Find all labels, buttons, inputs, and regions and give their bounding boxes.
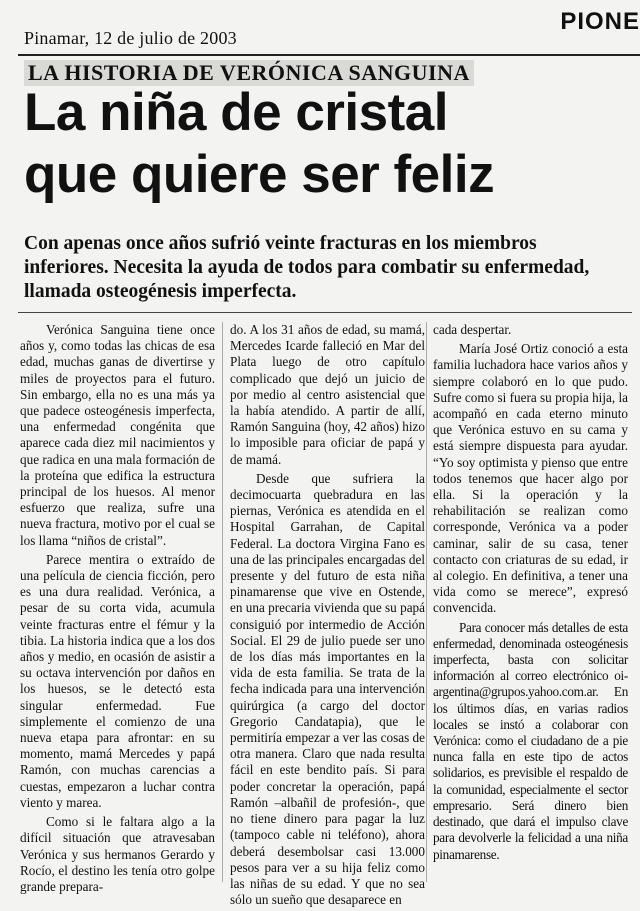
article-column-2 <box>230 322 425 911</box>
section-rule <box>18 312 632 313</box>
dateline: Pinamar, 12 de julio de 2003 <box>24 28 237 48</box>
deck: Con apenas once años sufrió veinte fracturas en los miembros inferiores. Necesita la ayuda de todos para combatir su enfermedad, llamada osteogénesis imperfecta. <box>24 233 590 302</box>
paragraph: do. A los 31 años de edad, su mamá, Mercedes Icarde falleció en Mar del Plata luego de otro capítulo complicado que dejó un juicio de por medio al centro asistencial que la había atendido. A partir de allí, Ramón Sanguina (hoy, 42 años) hizo lo imposible para oficiar de papá y de mamá. <box>230 322 425 467</box>
headline-line-1: La niña de cristal <box>24 83 448 142</box>
kicker: LA HISTORIA DE VERÓNICA SANGUINA <box>24 60 474 86</box>
paragraph: cada despertar. <box>433 322 512 337</box>
column-divider <box>222 322 223 882</box>
paragraph: Parece mentira o extraído de una película de ciencia ficción, pero es una dura realidad. Verónica, a pesar de su corta vida, acumula veinte fracturas entre el fémur y la tibia. La historia indica que a los dos años y medio, en ocasión de asistir a su octava intervención por daños en los huesos, se le detectó esta singular enfermedad. Fue simplemente el comienzo de una nueva etapa para afrontar: en su momento, mamá Mercedes y papá Ramón, con muchas carencias a cuestas, empezaron a luchar contra viento y marea. <box>20 551 215 810</box>
headline-line-2: que quiere ser feliz <box>24 145 495 204</box>
paragraph: Como si le faltara algo a la difícil situación que atravesaban Verónica y sus hermanos Gerardo y Rocío, el destino les tenía otro golpe grande prepara- <box>20 814 215 894</box>
paragraph: Desde que sufriera la decimocuarta quebradura en las piernas, Verónica es atendida en el Hospital Garrahan, de Capital Federal. La doctora Virgina Fano es una de las principales encargadas del presente y del futuro de esta niña pinamarense que vive en Ostende, en una precaria vivienda que su papá consiguió por intermedio de Acción Social. El 29 de julio puede ser uno de los días más importantes en la vida de esta familia. Se trata de la fecha indicada para una intervención quirúrgica (a cargo del doctor Gregorio Candatapia), que le permitiría empezar a ver las cosas de otra manera. Claro que nada resulta fácil en este bendito país. Si para poder concretar la operación, papá Ramón –albañil de profesión-, que no tiene dinero para pagar la luz (tampoco cable ni teléfono), ahora deberá desembolsar casi 13.000 pesos para ver a su hija feliz como las niñas de su edad. Y que no sea sólo un sueño que desaparece en <box>230 470 425 908</box>
paragraph: Para conocer más detalles de esta enfermedad, denominada osteogénesis imperfecta, basta con solicitar información al correo electrónico oi-argentina@grupos.yahoo.com.ar. En los últimos días, en varias radios locales se instó a colaborar con Verónica: como el ciudadano de a pie nunca falla en este tipo de actos solidarios, es previsible el respaldo de la comunidad, especialmente el sector empresario. Será dinero bien destinado, que dará el impulso clave para devolverle la felicidad a una niña pinamarense. <box>433 619 628 862</box>
column-divider <box>426 322 427 882</box>
newspaper-name: PIONE <box>560 8 640 35</box>
paragraph: María José Ortiz conoció a esta familia luchadora hace varios años y siempre colaboró en lo que pudo. Sufre como si fuera su propia hija, la acompañó en cada eterno minuto que Verónica estuvo en su cama y está siempre dispuesta para ayudar. “Yo soy optimista y pienso que entre todos tenemos que hacer algo por ella. Si la operación y la rehabilitación se realizan como corresponde, Verónica va a poder caminar, salir de su casa, tener contacto con criaturas de su edad, ir al colegio. En definitiva, a tener una vida como se merece”, expresó convencida. <box>433 341 628 616</box>
top-rule <box>18 54 640 56</box>
paragraph: Verónica Sanguina tiene once años y, como todas las chicas de esa edad, muchas ganas de divertirse y miles de proyectos para el futuro. Sin embargo, ella no es una más ya que padece osteogénesis imperfecta, una enfermedad congénita que aparece cada diez mil nacimientos y que radica en una mala formación de la proteína que edifica la estructura principal de los huesos. Al menor esfuerzo que realiza, sufre una nueva fractura, motivo por el cual se los llama “niños de cristal”. <box>20 322 215 548</box>
headline <box>24 82 624 206</box>
article-column-3 <box>433 322 628 866</box>
article-column-1 <box>20 322 215 898</box>
